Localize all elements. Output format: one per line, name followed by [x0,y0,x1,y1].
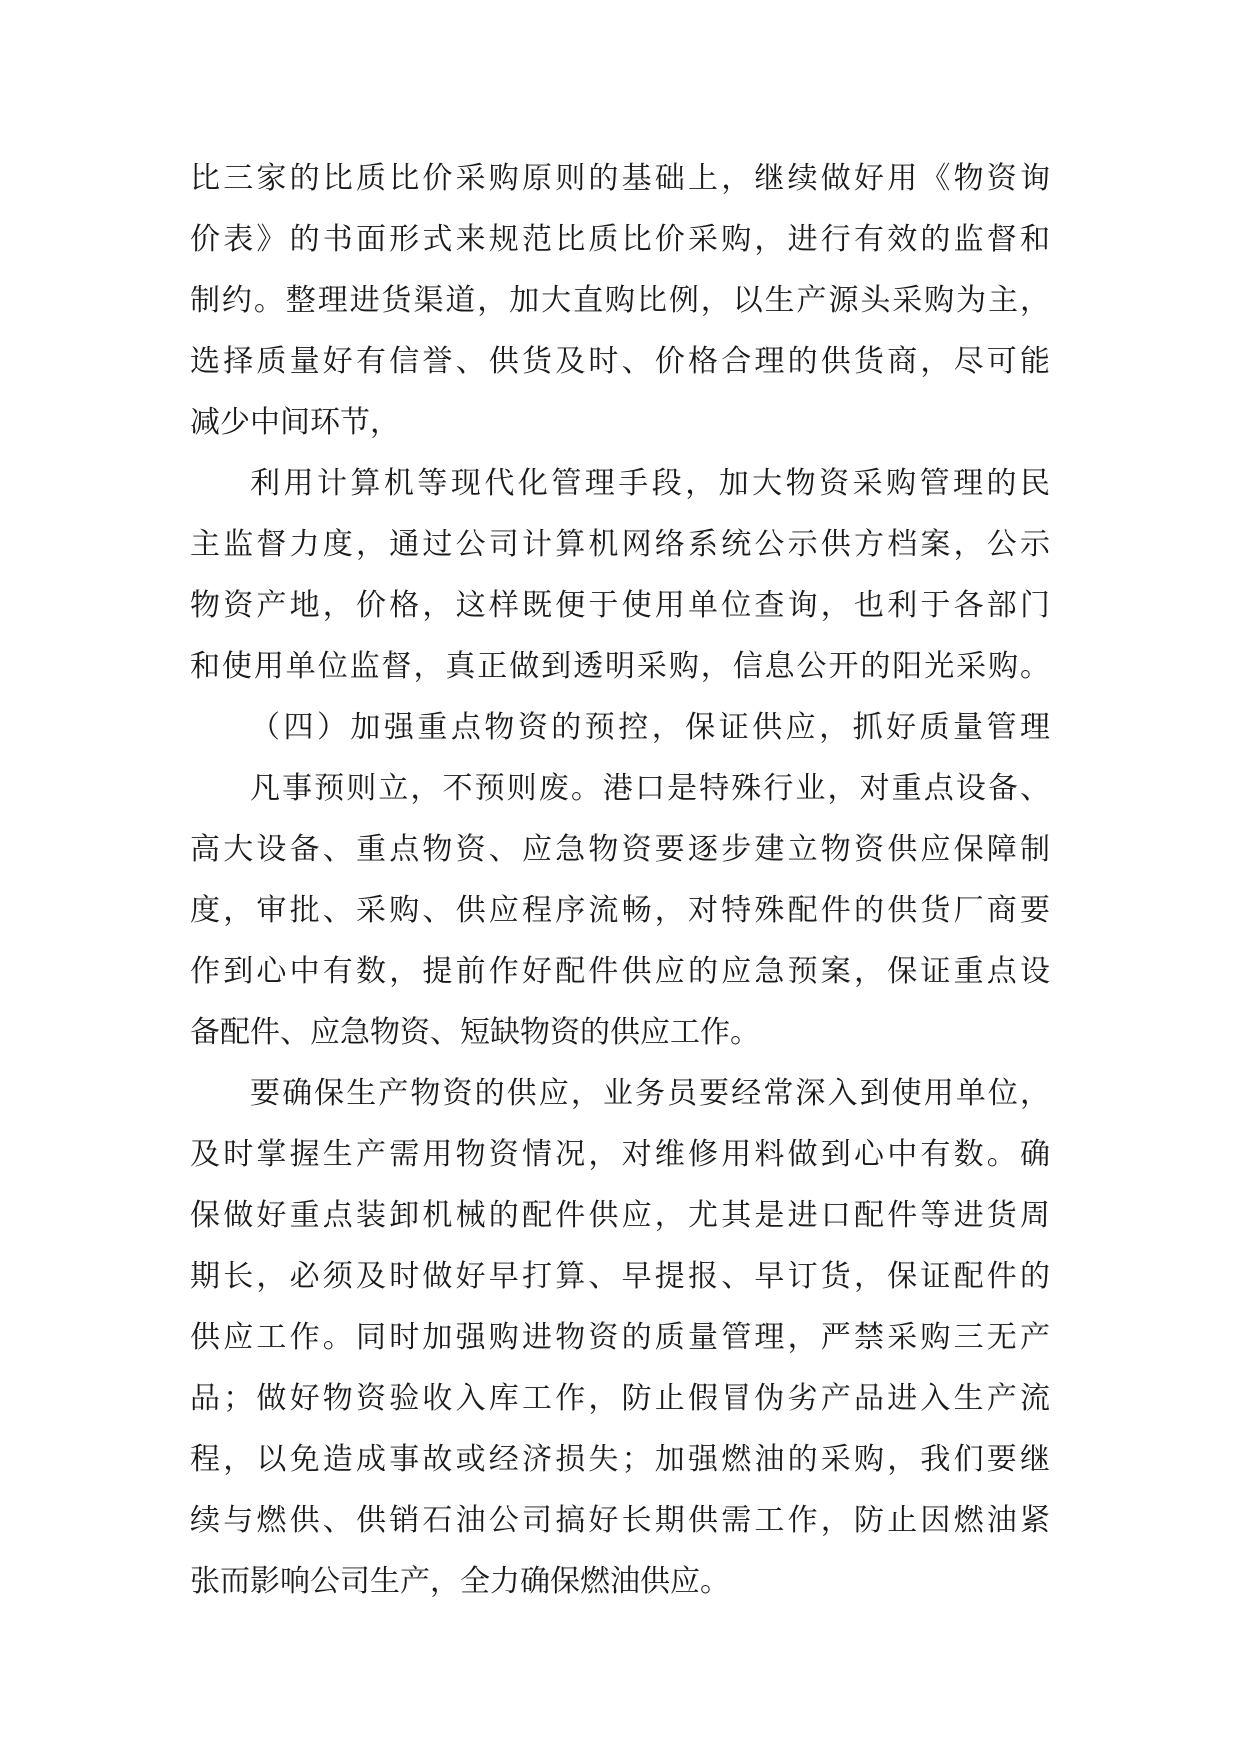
text-line: 度，审批、采购、供应程序流畅，对特殊配件的供货厂商要 [190,893,1050,928]
text-line: 张而影响公司生产，全力确保燃油供应。 [190,1564,730,1599]
text-line: 及时掌握生产需用物资情况，对维修用料做到心中有数。确 [190,1137,1050,1172]
text-line: 价表》的书面形式来规范比质比价采购，进行有效的监督和 [190,222,1050,257]
text-line: 品；做好物资验收入库工作，防止假冒伪劣产品进入生产流 [190,1381,1050,1416]
text-line: 高大设备、重点物资、应急物资要逐步建立物资供应保障制 [190,832,1050,867]
text-line: 要确保生产物资的供应，业务员要经常深入到使用单位， [250,1076,1050,1111]
text-line: 和使用单位监督，真正做到透明采购，信息公开的阳光采购。 [190,649,1050,684]
text-line: 减少中间环节， [190,405,400,440]
text-line: 备配件、应急物资、短缺物资的供应工作。 [190,1015,760,1050]
text-line: 选择质量好有信誉、供货及时、价格合理的供货商，尽可能 [190,344,1050,379]
text-line: 凡事预则立，不预则废。港口是特殊行业，对重点设备、 [250,771,1050,806]
text-line: 供应工作。同时加强购进物资的质量管理，严禁采购三无产 [190,1320,1050,1355]
document-body [190,148,1050,1612]
text-line: 作到心中有数，提前作好配件供应的应急预案，保证重点设 [190,954,1050,989]
text-line: 利用计算机等现代化管理手段，加大物资采购管理的民 [250,466,1050,501]
text-line: 物资产地，价格，这样既便于使用单位查询，也利于各部门 [190,588,1050,623]
text-line: 主监督力度，通过公司计算机网络系统公示供方档案，公示 [190,527,1050,562]
text-line: 程，以免造成事故或经济损失；加强燃油的采购，我们要继 [190,1442,1050,1477]
text-line: 保做好重点装卸机械的配件供应，尤其是进口配件等进货周 [190,1198,1050,1233]
text-line: （四）加强重点物资的预控，保证供应，抓好质量管理 [250,710,1050,745]
text-line: 期长，必须及时做好早打算、早提报、早订货，保证配件的 [190,1259,1050,1294]
text-line: 续与燃供、供销石油公司搞好长期供需工作，防止因燃油紧 [190,1503,1050,1538]
text-line: 比三家的比质比价采购原则的基础上，继续做好用《物资询 [190,161,1050,196]
text-line: 制约。整理进货渠道，加大直购比例，以生产源头采购为主， [190,283,1050,318]
